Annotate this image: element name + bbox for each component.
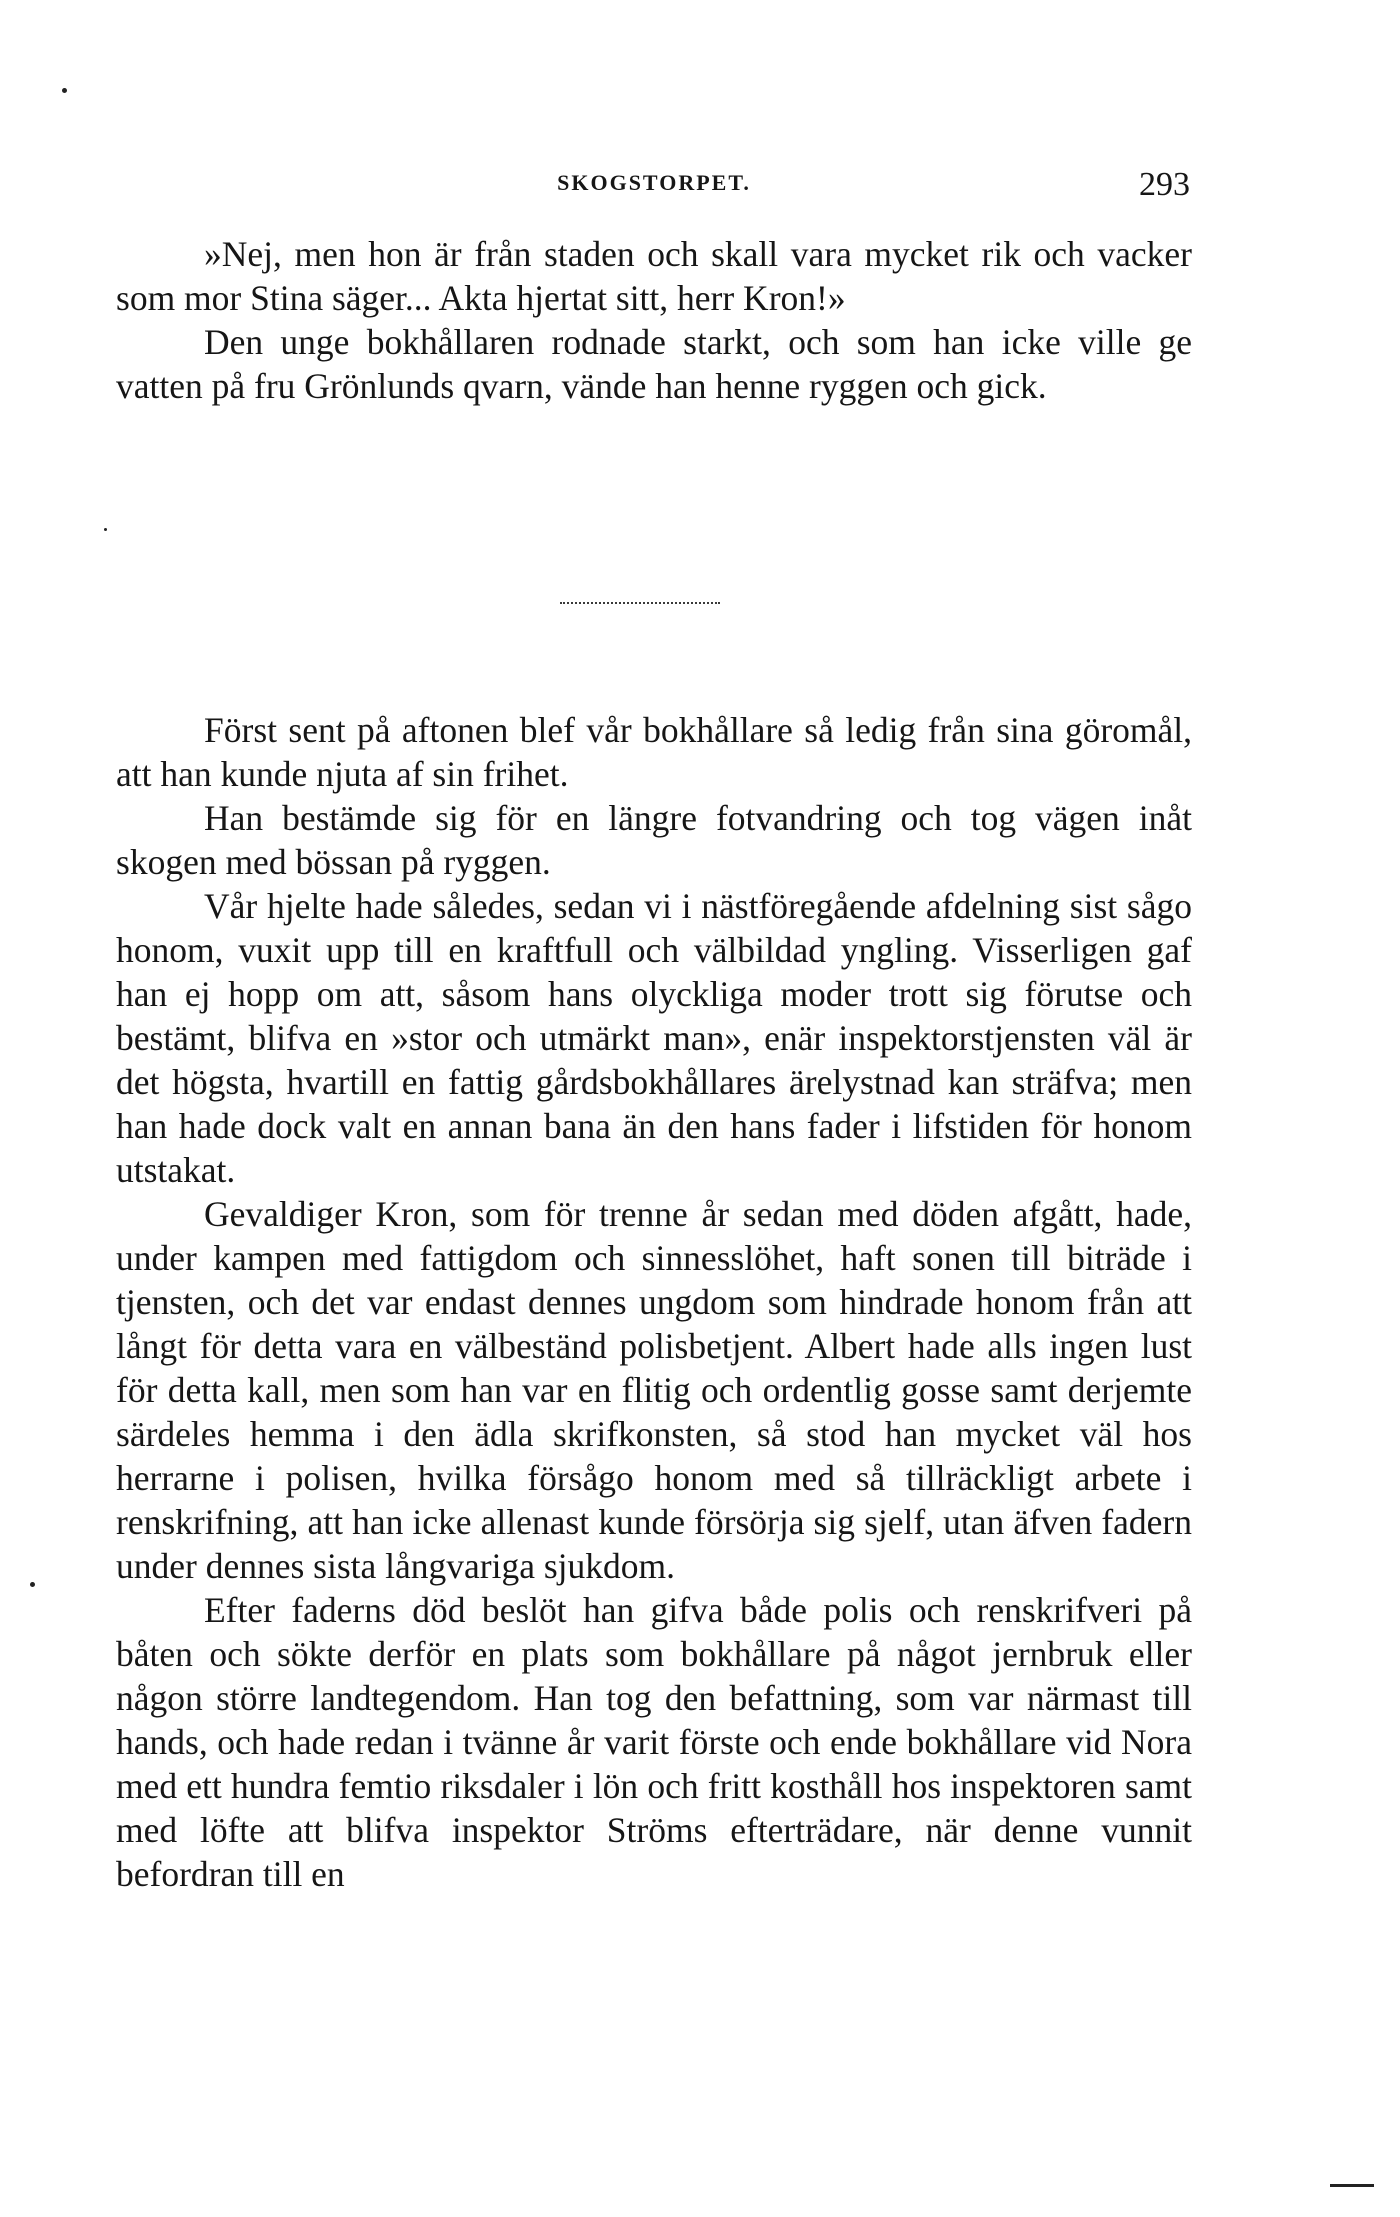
paragraph: Efter faderns död beslöt han gifva både polis och renskrifveri på båten och sökte derför en plats som bokhållare på något jernbruk eller någon större landtegendom. Han tog den befattning, som var närmast till hands, och hade redan i tvänne år varit förste och ende bokhållare vid Nora med ett hundra femtio riksdaler i lön och fritt kosthåll hos inspektoren samt med löfte att blifva inspektor Ströms efterträdare, när denne vunnit befordran till en (116, 1590, 1192, 1894)
text-block-bottom (116, 708, 1192, 1896)
paragraph: Vår hjelte hade således, sedan vi i nästföregående afdelning sist sågo honom, vuxit upp till en kraftfull och välbildad yngling. Visserligen gaf han ej hopp om att, såsom hans olyckliga moder trott sig förutse och bestämt, blifva en »stor och utmärkt man», enär inspektorstjensten väl är det högsta, hvartill en fattig gårdsbokhållares ärelystnad kan sträfva; men han hade dock valt en annan bana än den hans fader i lifstiden för honom utstakat. (116, 886, 1192, 1190)
paragraph: Han bestämde sig för en längre fotvandring och tog vägen inåt skogen med bössan på ryggen. (116, 798, 1192, 882)
paragraph: Gevaldiger Kron, som för trenne år sedan med döden afgått, hade, under kampen med fattigdom och sinnesslöhet, haft sonen till biträde i tjensten, och det var endast dennes ungdom som hindrade honom från att långt för detta vara en välbeständ polisbetjent. Albert hade alls ingen lust för detta kall, men som han var en flitig och ordentlig gosse samt derjemte särdeles hemma i den ädla skrifkonsten, så stod han mycket väl hos herrarne i polisen, hvilka försågo honom med så tillräckligt arbete i renskrifning, att han icke allenast kunde försörja sig sjelf, utan äfven fadern under dennes sista långvariga sjukdom. (116, 1194, 1192, 1586)
scan-speck (104, 528, 107, 531)
paragraph: »Nej, men hon är från staden och skall vara mycket rik och vacker som mor Stina säger... Akta hjertat sitt, herr Kron!» (116, 234, 1192, 318)
page-number: 293 (1139, 166, 1190, 203)
running-head (118, 166, 1190, 203)
scan-corner-mark (1330, 2184, 1374, 2197)
scan-speck (62, 88, 67, 93)
running-title: SKOGSTORPET. (557, 170, 751, 195)
section-break-divider (560, 596, 720, 604)
paragraph: Den unge bokhållaren rodnade starkt, och som han icke ville ge vatten på fru Grönlunds qvarn, vände han henne ryggen och gick. (116, 322, 1192, 406)
text-block-top (116, 232, 1192, 408)
scan-speck (30, 1582, 35, 1587)
paragraph: Först sent på aftonen blef vår bokhållare så ledig från sina göromål, att han kunde njuta af sin frihet. (116, 710, 1192, 794)
